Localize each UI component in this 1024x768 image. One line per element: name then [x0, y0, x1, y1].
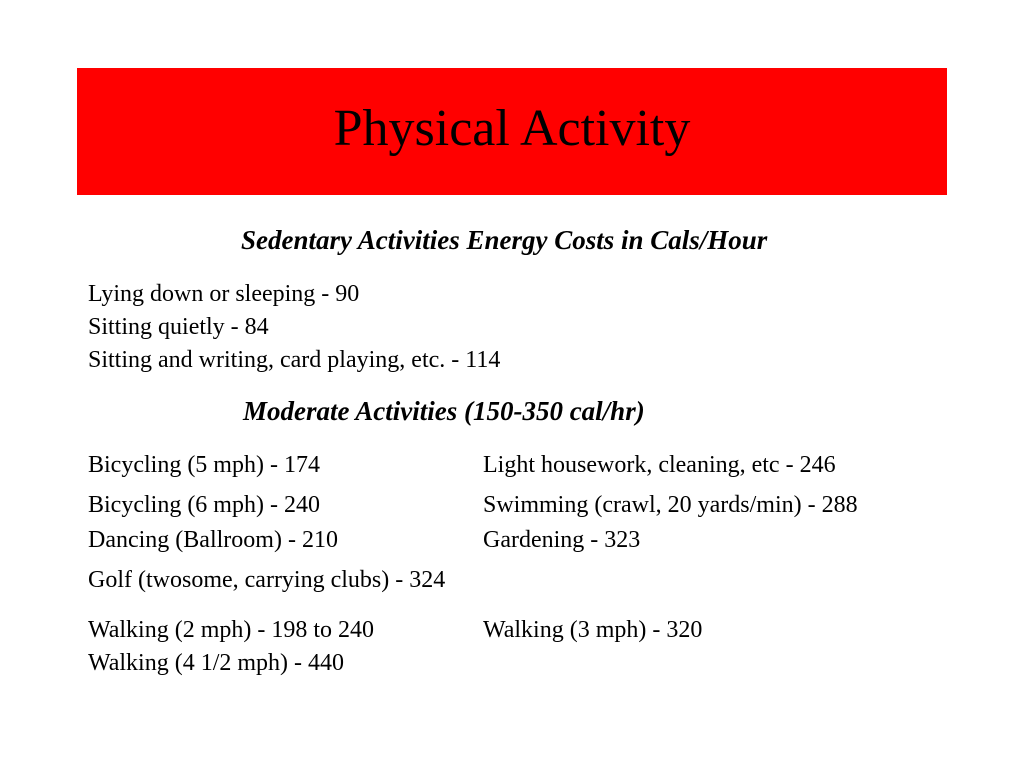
sedentary-item: Sitting quietly - 84 [88, 314, 269, 340]
moderate-item-left: Bicycling (6 mph) - 240 [88, 492, 320, 518]
moderate-item-right: Swimming (crawl, 20 yards/min) - 288 [483, 492, 858, 518]
sedentary-item: Sitting and writing, card playing, etc. - 114 [88, 347, 501, 373]
sedentary-heading: Sedentary Activities Energy Costs in Cals/Hour [241, 225, 768, 255]
moderate-heading: Moderate Activities (150-350 cal/hr) [243, 396, 645, 426]
moderate-item-left: Walking (4 1/2 mph) - 440 [88, 650, 345, 676]
moderate-item-left: Dancing (Ballroom) - 210 [88, 527, 338, 553]
moderate-item-right: Light housework, cleaning, etc - 246 [483, 452, 836, 478]
sedentary-item: Lying down or sleeping - 90 [88, 281, 360, 307]
moderate-item-left: Bicycling (5 mph) - 174 [88, 452, 320, 478]
slide-title: Physical Activity [333, 99, 691, 157]
moderate-item-right: Gardening - 323 [483, 527, 641, 553]
moderate-item-right: Walking (3 mph) - 320 [483, 617, 703, 643]
moderate-item-left: Walking (2 mph) - 198 to 240 [88, 617, 375, 643]
moderate-item-left: Golf (twosome, carrying clubs) - 324 [88, 567, 446, 593]
title-banner [77, 68, 947, 195]
